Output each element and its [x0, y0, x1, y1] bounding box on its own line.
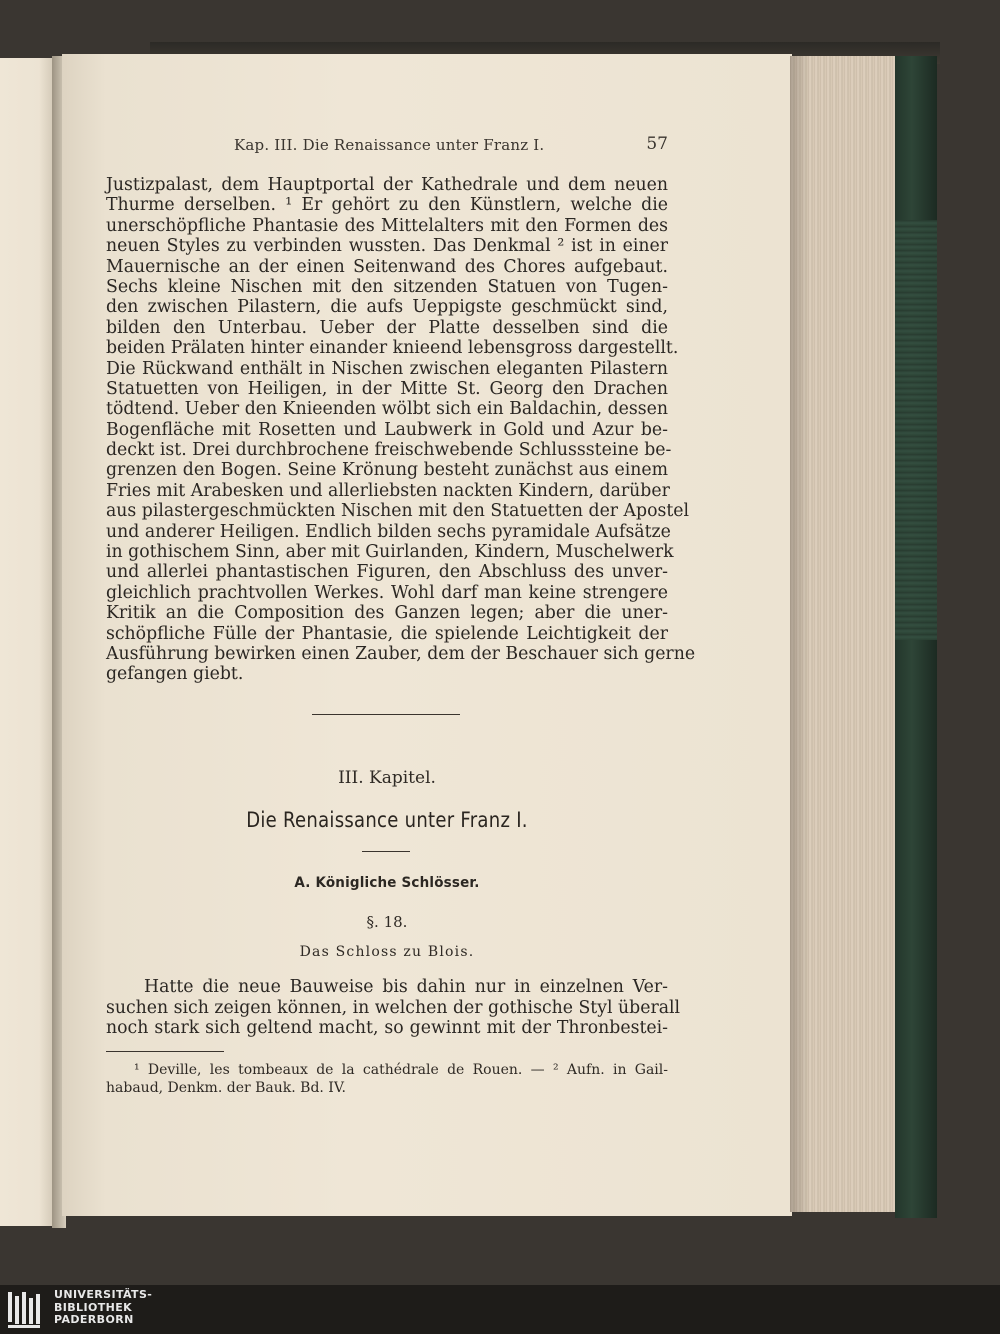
text-line: und anderer Heiligen. Endlich bilden sechs pyramidale Aufsätze — [106, 521, 671, 542]
chapter-title: Die Renaissance unter Franz I. — [246, 808, 528, 832]
paragraph-title: Das Schloss zu Blois. — [299, 944, 475, 960]
text-line: aus pilastergeschmückten Nischen mit den Statuetten der Apostel — [106, 501, 690, 522]
text-line: Statuetten von Heiligen, in der Mitte St. Georg den Drachen — [106, 378, 668, 399]
section-divider — [312, 714, 460, 715]
running-head-title: Kap. III. Die Renaissance unter Franz I. — [234, 136, 545, 154]
footnote-rule — [106, 1051, 224, 1052]
text-line: gefangen giebt. — [106, 664, 244, 685]
text-line: beiden Prälaten hinter einander knieend lebensgross dargestellt. — [106, 338, 679, 359]
text-line: den zwischen Pilastern, die aufs Ueppigste geschmückt sind, — [106, 297, 668, 318]
page-edges-shadow — [790, 56, 810, 1212]
spine-cloth-texture — [895, 220, 937, 640]
text-line: tödtend. Ueber den Knieenden wölbt sich ein Baldachin, dessen — [106, 399, 668, 420]
body-paragraph — [106, 175, 696, 685]
text-line: neuen Styles zu verbinden wussten. Das Denkmal ² ist in einer — [106, 236, 668, 257]
text-line: gleichlich prachtvollen Werkes. Wohl darf man keine strengere — [106, 582, 668, 603]
paragraph-number: §. 18. — [366, 913, 408, 931]
text-line: Die Rückwand enthält in Nischen zwischen eleganten Pilastern — [106, 358, 668, 379]
library-name — [54, 1289, 152, 1327]
text-line: Bogenfläche mit Rosetten und Laubwerk in Gold und Azur be- — [106, 419, 668, 440]
section-paragraph — [106, 977, 681, 1039]
library-name-line: PADERBORN — [54, 1313, 134, 1326]
text-line: bilden den Unterbau. Ueber der Platte desselben sind die — [106, 317, 668, 338]
text-line: in gothischem Sinn, aber mit Guirlanden, Kindern, Muschelwerk — [106, 542, 674, 563]
footnote-line: ¹ Deville, les tombeaux de la cathédrale de Rouen. — ² Aufn. in Gail- — [134, 1062, 668, 1078]
text-line: suchen sich zeigen können, in welchen der gothische Styl überall — [106, 997, 681, 1018]
text-line: Hatte die neue Bauweise bis dahin nur in einzelnen Ver- — [144, 977, 668, 997]
text-line: Justizpalast, dem Hauptportal der Kathedrale und dem neuen — [106, 175, 668, 195]
text-line: unerschöpfliche Phantasie des Mittelalters mit den Formen des — [106, 215, 668, 236]
text-line: Kritik an die Composition des Ganzen legen; aber die uner- — [106, 603, 668, 624]
library-name-line: UNIVERSITÄTS- — [54, 1288, 153, 1301]
text-line: schöpfliche Fülle der Phantasie, die spielende Leichtigkeit der — [106, 623, 668, 644]
text-line: grenzen den Bogen. Seine Krönung besteht zunächst aus einem — [106, 460, 668, 481]
running-head — [106, 136, 668, 160]
text-line: Fries mit Arabesken und allerliebsten nackten Kindern, darüber — [106, 480, 670, 501]
text-line: deckt ist. Drei durchbrochene freischwebende Schlusssteine be- — [106, 440, 672, 461]
text-line: Ausführung bewirken einen Zauber, dem der Beschauer sich gerne — [106, 643, 696, 664]
text-line: Thurme derselben. ¹ Er gehört zu den Künstlern, welche die — [106, 195, 668, 216]
text-line: Sechs kleine Nischen mit den sitzenden Statuen von Tugen- — [106, 276, 668, 297]
footnotes — [106, 1062, 668, 1097]
title-rule — [362, 851, 410, 852]
chapter-number: III. Kapitel. — [338, 768, 436, 788]
footnote-line: habaud, Denkm. der Bauk. Bd. IV. — [106, 1079, 346, 1096]
library-logo-icon — [6, 1290, 44, 1330]
left-page — [0, 58, 56, 1226]
text-line: und allerlei phantastischen Figuren, den Abschluss des unver- — [106, 562, 668, 583]
section-heading: A. Königliche Schlösser. — [294, 875, 480, 891]
page-number: 57 — [646, 134, 668, 154]
text-line: noch stark sich geltend macht, so gewinnt mit der Thronbestei- — [106, 1018, 668, 1039]
text-line: Mauernische an der einen Seitenwand des Chores aufgebaut. — [106, 256, 668, 277]
library-name-line: BIBLIOTHEK — [54, 1300, 133, 1314]
